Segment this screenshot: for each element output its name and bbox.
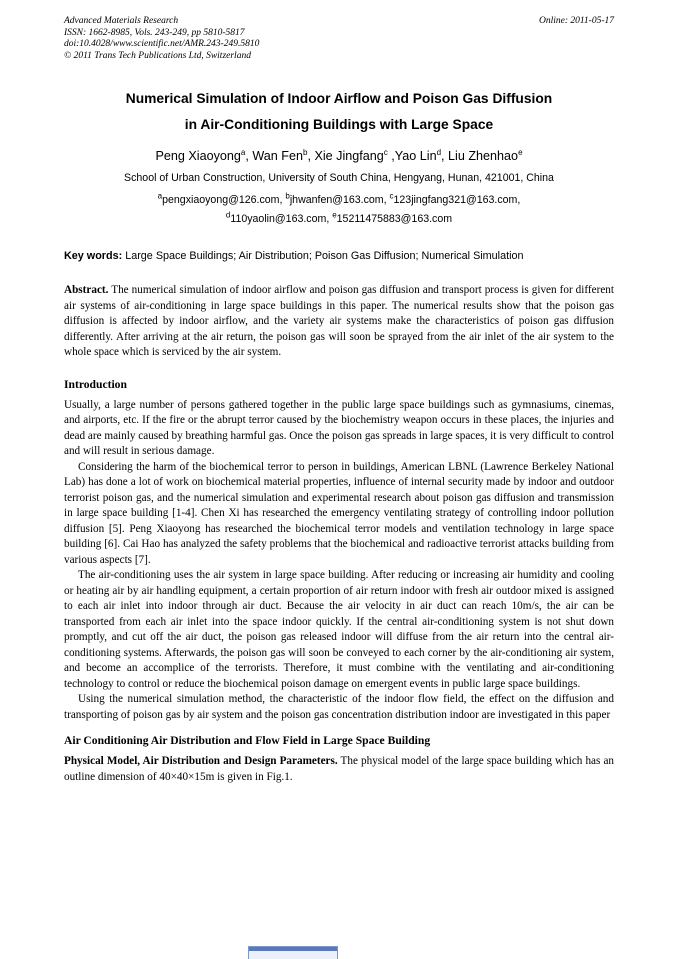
email-address: 15211475883@163.com: [336, 213, 453, 225]
subsection-heading-label: Physical Model, Air Distribution and Design Parameters.: [64, 755, 338, 767]
publication-header: [64, 16, 614, 62]
publication-header-left: [64, 16, 259, 62]
author-affiliation-mark: c: [383, 147, 388, 157]
author-separator: ,: [441, 149, 449, 163]
online-date: Online: 2011-05-17: [538, 16, 614, 26]
keywords-text: Large Space Buildings; Air Distribution; Poison Gas Diffusion; Numerical Simulation: [122, 250, 524, 262]
email: [332, 210, 453, 225]
abstract-text: The numerical simulation of indoor airflow and poison gas diffusion and transport process is given for different air systems of air-conditioning in large space buildings in this paper. The numerical results show that the poison gas diffusion is affected by indoor airflow, and the variety air systems make the characteristics of poison gas diffusion differently. After arriving at the air return, the poison gas will soon be sprayed from the air inlet of the air system to the whole space which is serviced by the air system.: [64, 284, 614, 358]
email-address: pengxiaoyong@126.com,: [162, 194, 286, 206]
keywords-line: [64, 249, 614, 263]
introduction-heading: Introduction: [64, 377, 127, 391]
journal-name: Advanced Materials Research: [64, 16, 179, 26]
email-address: 110yaolin@163.com,: [230, 213, 333, 225]
author-affiliation-mark: e: [518, 147, 523, 157]
figure1-fragment: [248, 946, 338, 959]
email-line-1: [64, 191, 614, 210]
author-affiliation-mark: a: [240, 147, 246, 157]
paragraph: The air-conditioning uses the air system in large space building. After reducing or increasing air humidity and cooling or heating air by air handling equipment, a certain proportion of air return indoor with fresh air outdoor mixed is assigned to each air inlet into indoor through air duct. Because the air velocity in air duct can reach 10m/s, the air can be transported from each air inlet into the space indoor quickly. If the central air-conditioning system is not shut down promptly, and cut off the air duct, the poison gas released indoor will diffuse from the air return into the central air-conditioning systems. Afterwards, the poison gas will soon be conveyed to each corner by the air-conditioning air system, and become an accomplice of the terrorists. Therefore, it must combine with the ventilating and air-conditioning technology to control or reduce the biochemical poison damage on emergent events in public large space buildings.: [64, 569, 614, 690]
email: [285, 191, 390, 206]
keywords-label: Key words:: [64, 250, 123, 262]
subsection-paragraph: [64, 754, 614, 785]
abstract-label: Abstract.: [64, 284, 109, 296]
email-affiliation-mark: a: [157, 191, 163, 201]
section-heading: Air Conditioning Air Distribution and Flow Field in Large Space Building: [64, 734, 431, 747]
abstract: [64, 283, 614, 361]
author: [448, 149, 522, 163]
author: [252, 149, 314, 163]
author-separator: ,: [387, 149, 395, 163]
author-name: Xie Jingfang: [314, 149, 384, 163]
paper-title: [64, 86, 614, 138]
email-affiliation-mark: d: [225, 210, 231, 220]
author-name: Wan Fen: [252, 149, 304, 163]
paragraph: Usually, a large number of persons gathered together in the public large space buildings such as gymnasiums, cinemas, and airports, etc. If the fire or the abrupt terror caused by the biochemistry weapon occurs in these places, the injuries and dead are mainly caused by breathing harmful gas. Once the poison gas spreads in large spaces, it is very difficult to control and will result in serious damage.: [64, 398, 614, 457]
email-line-2: [64, 210, 614, 229]
affiliation: School of Urban Construction, University of South China, Hengyang, Hunan, 421001, China: [124, 172, 554, 184]
email-affiliation-mark: e: [332, 210, 337, 220]
author-name: Peng Xiaoyong: [155, 149, 241, 163]
paper-title-line-2: in Air-Conditioning Buildings with Large Space: [184, 117, 494, 132]
doi-line: doi:10.4028/www.scientific.net/AMR.243-249.5810: [64, 39, 260, 49]
emails-block: [64, 191, 614, 229]
author: [314, 149, 394, 163]
author: [395, 149, 448, 163]
author-separator: ,: [245, 149, 253, 163]
figure1-fragment-strip: [249, 947, 337, 951]
author-name: Liu Zhenhao: [448, 149, 519, 163]
author-affiliation-mark: d: [436, 147, 442, 157]
author-affiliation-mark: b: [303, 147, 308, 157]
author: [155, 149, 252, 163]
author-separator: ,: [307, 149, 315, 163]
paragraph: Considering the harm of the biochemical terror to person in buildings, American LBNL (Lawrence Berkeley National Lab) has done a lot of work on biochemical material properties, influence of internal security made by indoor and outdoor terrorist poison gas, and the numerical simulation and experimental research about poison gas diffusion and transmission in large space building [1-4]. Chen Xi has researched the emergency ventilating strategy of controlling indoor pollution diffusion [5]. Peng Xiaoyong has researched the biochemical terror models and ventilation technology in large space building [6]. Cai Hao has analyzed the safety problems that the biochemical and radioactive terrorist attacks building from various aspects [7].: [64, 460, 614, 566]
author-name: Yao Lin: [394, 149, 437, 163]
email: [157, 191, 286, 206]
authors-line: [64, 148, 614, 164]
issn-line: ISSN: 1662-8985, Vols. 243-249, pp 5810-5817: [64, 27, 245, 38]
subsection-text: The physical model of the large space building which has an outline dimension of 40×40×15m is given in Fig.1.: [64, 755, 615, 783]
email-address: 123jingfang321@163.com,: [393, 194, 521, 206]
paragraph: Using the numerical simulation method, the characteristic of the indoor flow field, the effect on the diffusion and transporting of poison gas by air system and the poison gas concentration distribution indoor are investigated in this paper: [64, 693, 614, 721]
paper-title-line-1: Numerical Simulation of Indoor Airflow and Poison Gas Diffusion: [125, 91, 553, 106]
copyright-line: © 2011 Trans Tech Publications Ltd, Switzerland: [64, 50, 251, 61]
email-affiliation-mark: b: [285, 191, 290, 201]
email: [225, 210, 333, 225]
email-address: jhwanfen@163.com,: [289, 194, 390, 206]
email-affiliation-mark: c: [389, 191, 394, 201]
email: [389, 191, 521, 206]
